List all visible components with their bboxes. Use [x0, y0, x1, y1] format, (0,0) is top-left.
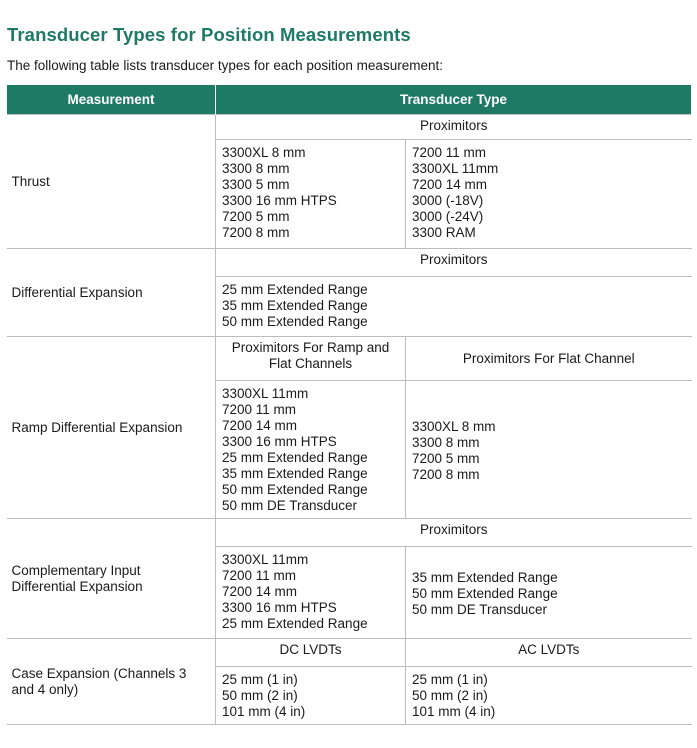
list-item: 101 mm (4 in)	[222, 704, 306, 719]
list-item: 25 mm Extended Range	[222, 450, 368, 465]
measurement-ramp-differential-expansion: Ramp Differential Expansion	[7, 337, 216, 519]
list-item: 3300XL 8 mm	[412, 419, 496, 434]
list-item: 7200 5 mm	[412, 451, 480, 466]
differential-list	[216, 277, 692, 337]
intro-text: The following table lists transducer types for each position measurement:	[7, 58, 443, 73]
list-item: 50 mm DE Transducer	[412, 602, 548, 617]
page-title: Transducer Types for Position Measurements	[7, 24, 411, 45]
table-row	[7, 639, 692, 667]
list-item: 7200 11 mm	[222, 402, 297, 417]
list-item: 3300 5 mm	[222, 177, 290, 192]
case-right-list	[406, 667, 692, 725]
list-item: 50 mm Extended Range	[222, 482, 368, 497]
table-row	[7, 337, 692, 381]
measurement-thrust: Thrust	[7, 115, 216, 249]
measurement-complementary-input: Complementary Input Differential Expansion	[7, 519, 216, 639]
thrust-right-list	[406, 140, 692, 249]
list-item: 3300 16 mm HTPS	[222, 434, 337, 449]
list-item: 3300XL 11mm	[222, 386, 309, 401]
list-item: 7200 11 mm	[412, 145, 487, 160]
list-item: 3300 16 mm HTPS	[222, 600, 337, 615]
thrust-left-list	[216, 140, 406, 249]
subheader-ac-lvdts: AC LVDTs	[406, 639, 692, 667]
list-item: 7200 14 mm	[222, 418, 298, 433]
list-item: 7200 5 mm	[222, 209, 290, 224]
measurement-differential-expansion: Differential Expansion	[7, 249, 216, 337]
complementary-left-list	[216, 547, 406, 639]
list-item: 35 mm Extended Range	[222, 298, 368, 313]
complementary-right-list	[406, 547, 692, 639]
transducer-table	[6, 85, 692, 725]
subheader-proximitors: Proximitors	[216, 115, 692, 140]
list-item: 3300 RAM	[412, 225, 476, 240]
list-item: 3300XL 8 mm	[222, 145, 306, 160]
header-measurement: Measurement	[7, 85, 216, 115]
list-item: 50 mm Extended Range	[222, 314, 368, 329]
list-item: 50 mm (2 in)	[222, 688, 298, 703]
ramp-right-list	[406, 381, 692, 519]
subheader-dc-lvdts: DC LVDTs	[216, 639, 406, 667]
subheader-proximitors: Proximitors	[216, 249, 692, 277]
table-header-row	[7, 85, 692, 115]
subheader-ramp-flat: Proximitors For Ramp and Flat Channels	[216, 337, 406, 381]
list-item: 25 mm (1 in)	[222, 672, 298, 687]
measurement-case-expansion: Case Expansion (Channels 3 and 4 only)	[7, 639, 216, 725]
case-left-list	[216, 667, 406, 725]
list-item: 7200 8 mm	[222, 225, 290, 240]
list-item: 50 mm Extended Range	[412, 586, 558, 601]
header-transducer-type: Transducer Type	[216, 85, 692, 115]
list-item: 3300XL 11mm	[222, 552, 309, 567]
list-item: 3000 (-24V)	[412, 209, 484, 224]
table-row	[7, 115, 692, 140]
list-item: 7200 14 mm	[222, 584, 298, 599]
subheader-proximitors: Proximitors	[216, 519, 692, 547]
subheader-flat-channel: Proximitors For Flat Channel	[406, 337, 692, 381]
list-item: 25 mm Extended Range	[222, 282, 368, 297]
list-item: 25 mm (1 in)	[412, 672, 488, 687]
list-item: 3300 16 mm HTPS	[222, 193, 337, 208]
list-item: 3300XL 11mm	[412, 161, 499, 176]
list-item: 7200 8 mm	[412, 467, 480, 482]
list-item: 35 mm Extended Range	[412, 570, 558, 585]
table-row	[7, 249, 692, 277]
list-item: 3300 8 mm	[222, 161, 290, 176]
list-item: 3000 (-18V)	[412, 193, 484, 208]
list-item: 35 mm Extended Range	[222, 466, 368, 481]
list-item: 50 mm (2 in)	[412, 688, 488, 703]
list-item: 50 mm DE Transducer	[222, 498, 358, 513]
list-item: 25 mm Extended Range	[222, 616, 368, 631]
list-item: 7200 11 mm	[222, 568, 297, 583]
table-row	[7, 519, 692, 547]
ramp-left-list	[216, 381, 406, 519]
list-item: 3300 8 mm	[412, 435, 480, 450]
list-item: 101 mm (4 in)	[412, 704, 496, 719]
list-item: 7200 14 mm	[412, 177, 488, 192]
